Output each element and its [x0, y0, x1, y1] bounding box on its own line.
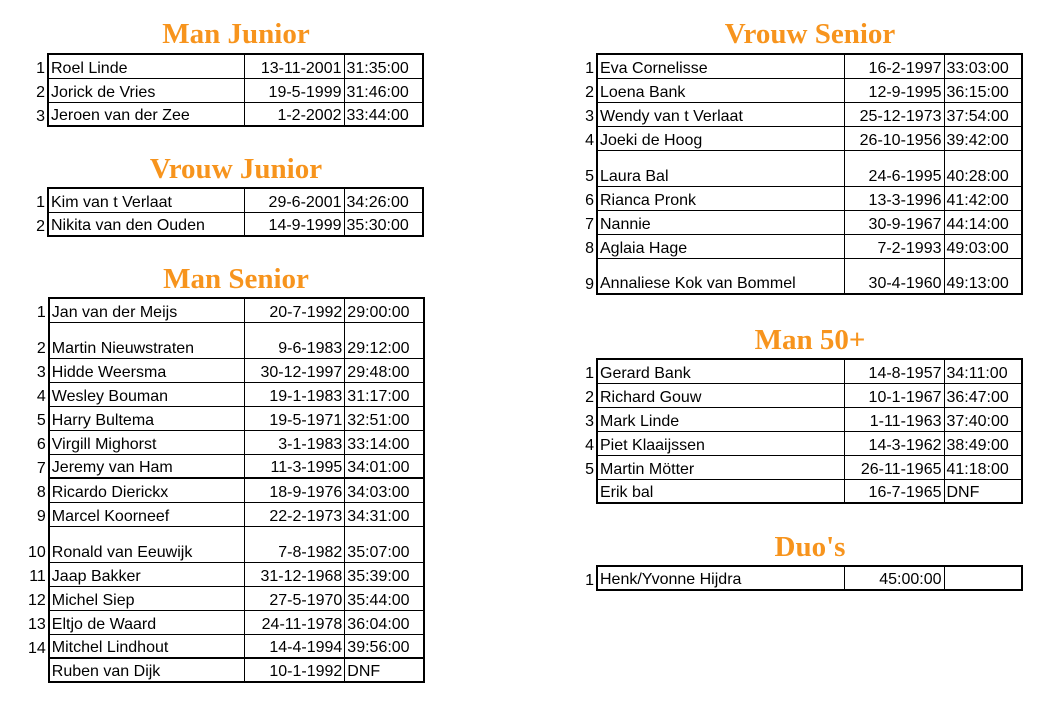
- time-cell: 41:42:00: [944, 186, 1022, 210]
- table-row: [26, 188, 423, 212]
- table-row: [575, 258, 1022, 294]
- table-man-50: [575, 358, 1023, 504]
- table-row: [575, 126, 1022, 150]
- rank-cell: 6: [585, 192, 594, 209]
- rank-cell: 13: [28, 616, 46, 633]
- date-cell: 3-1-1983: [245, 430, 345, 454]
- table-row: [575, 383, 1022, 407]
- name-cell: Joeki de Hoog: [597, 126, 844, 150]
- rank-cell: 1: [36, 60, 45, 77]
- rank-cell: 3: [36, 108, 45, 125]
- time-cell: 35:30:00: [344, 212, 423, 236]
- time-cell: 44:14:00: [944, 210, 1022, 234]
- date-cell: 10-1-1967: [844, 383, 944, 407]
- time-cell: 34:26:00: [344, 188, 423, 212]
- table-row: [26, 322, 424, 358]
- date-cell: 26-10-1956: [844, 126, 944, 150]
- rank-cell: 8: [36, 484, 46, 501]
- table-row: [575, 479, 1022, 503]
- date-cell: 20-7-1992: [245, 298, 345, 322]
- rank-cell: 4: [585, 437, 594, 454]
- rank-cell: 5: [585, 168, 594, 185]
- time-cell: 31:46:00: [344, 78, 423, 102]
- time-cell: 37:40:00: [944, 407, 1022, 431]
- time-cell: 29:12:00: [345, 322, 424, 358]
- name-cell: Kim van t Verlaat: [48, 188, 244, 212]
- table-row: [26, 102, 423, 126]
- table-row: [26, 454, 424, 478]
- time-cell: 31:35:00: [344, 54, 423, 78]
- name-cell: Gerard Bank: [597, 359, 844, 383]
- table-row: [26, 406, 424, 430]
- table-man-junior: [26, 53, 424, 127]
- rank-cell: [26, 658, 49, 682]
- name-cell: Wesley Bouman: [49, 382, 245, 406]
- name-cell: Jan van der Meijs: [49, 298, 245, 322]
- table-row: [26, 634, 424, 658]
- date-cell: 19-5-1999: [244, 78, 344, 102]
- date-cell: 30-12-1997: [245, 358, 345, 382]
- date-cell: 19-1-1983: [245, 382, 345, 406]
- time-cell: 33:03:00: [944, 54, 1022, 78]
- name-cell: Nikita van den Ouden: [48, 212, 244, 236]
- table-row: [575, 431, 1022, 455]
- name-cell: Marcel Koorneef: [49, 502, 245, 526]
- name-cell: Harry Bultema: [49, 406, 245, 430]
- rank-cell: 12: [28, 592, 46, 609]
- section-title-vrouw-junior: Vrouw Junior: [149, 153, 323, 185]
- rank-cell: 4: [585, 132, 594, 149]
- time-cell: 40:28:00: [944, 150, 1022, 186]
- date-cell: 18-9-1976: [245, 478, 345, 502]
- table-row: [575, 359, 1022, 383]
- date-cell: 16-7-1965: [844, 479, 944, 503]
- rank-cell: 2: [36, 84, 45, 101]
- section-title-man-50: Man 50+: [754, 324, 866, 356]
- date-cell: 31-12-1968: [245, 562, 345, 586]
- date-cell: 13-3-1996: [844, 186, 944, 210]
- time-cell: DNF: [944, 479, 1022, 503]
- time-cell: 36:15:00: [944, 78, 1022, 102]
- date-cell: 7-8-1982: [245, 526, 345, 562]
- time-cell: 34:11:00: [944, 359, 1022, 383]
- time-cell: 36:04:00: [345, 610, 424, 634]
- section-title-man-junior: Man Junior: [162, 18, 310, 50]
- date-cell: 45:00:00: [844, 566, 944, 590]
- date-cell: 30-9-1967: [844, 210, 944, 234]
- date-cell: 22-2-1973: [245, 502, 345, 526]
- rank-cell: [575, 479, 597, 503]
- time-cell: 41:18:00: [944, 455, 1022, 479]
- time-cell: 34:03:00: [345, 478, 424, 502]
- date-cell: 16-2-1997: [844, 54, 944, 78]
- time-cell: DNF: [345, 658, 424, 682]
- name-cell: Martin Nieuwstraten: [49, 322, 245, 358]
- table-row: [575, 78, 1022, 102]
- name-cell: Erik bal: [597, 479, 844, 503]
- date-cell: 14-3-1962: [844, 431, 944, 455]
- section-title-vrouw-senior: Vrouw Senior: [724, 18, 896, 50]
- time-cell: 35:39:00: [345, 562, 424, 586]
- time-cell: 29:48:00: [345, 358, 424, 382]
- time-cell: 49:03:00: [944, 234, 1022, 258]
- name-cell: Loena Bank: [597, 78, 844, 102]
- time-cell: 38:49:00: [944, 431, 1022, 455]
- table-duos: [575, 565, 1023, 591]
- date-cell: 11-3-1995: [245, 454, 345, 478]
- table-row: [575, 102, 1022, 126]
- rank-cell: 2: [585, 389, 594, 406]
- rank-cell: 5: [36, 412, 46, 429]
- date-cell: 12-9-1995: [844, 78, 944, 102]
- name-cell: Jorick de Vries: [48, 78, 244, 102]
- name-cell: Jeremy van Ham: [49, 454, 245, 478]
- time-cell: 33:14:00: [345, 430, 424, 454]
- name-cell: Michel Siep: [49, 586, 245, 610]
- rank-cell: 5: [585, 461, 594, 478]
- time-cell: 36:47:00: [944, 383, 1022, 407]
- time-cell: 35:07:00: [345, 526, 424, 562]
- name-cell: Roel Linde: [48, 54, 244, 78]
- date-cell: 24-6-1995: [844, 150, 944, 186]
- name-cell: Eva Cornelisse: [597, 54, 844, 78]
- name-cell: Ricardo Dierickx: [49, 478, 245, 502]
- rank-cell: 1: [36, 194, 45, 211]
- name-cell: Ruben van Dijk: [49, 658, 245, 682]
- rank-cell: 3: [36, 364, 46, 381]
- date-cell: 19-5-1971: [245, 406, 345, 430]
- date-cell: 1-2-2002: [244, 102, 344, 126]
- table-row: [26, 502, 424, 526]
- section-title-man-senior: Man Senior: [163, 263, 309, 295]
- name-cell: Jeroen van der Zee: [48, 102, 244, 126]
- name-cell: Mark Linde: [597, 407, 844, 431]
- rank-cell: 7: [585, 216, 594, 233]
- time-cell: 33:44:00: [344, 102, 423, 126]
- date-cell: 26-11-1965: [844, 455, 944, 479]
- time-cell: 29:00:00: [345, 298, 424, 322]
- table-row: [26, 298, 424, 322]
- table-row: [26, 382, 424, 406]
- date-cell: 30-4-1960: [844, 258, 944, 294]
- rank-cell: 9: [36, 508, 46, 525]
- name-cell: Virgill Mighorst: [49, 430, 245, 454]
- date-cell: 24-11-1978: [245, 610, 345, 634]
- rank-cell: 1: [36, 304, 46, 321]
- rank-cell: 14: [28, 640, 46, 657]
- date-cell: 7-2-1993: [844, 234, 944, 258]
- date-cell: 14-8-1957: [844, 359, 944, 383]
- name-cell: Martin Mötter: [597, 455, 844, 479]
- table-row: [575, 150, 1022, 186]
- name-cell: Annaliese Kok van Bommel: [597, 258, 844, 294]
- table-row: [26, 658, 424, 682]
- date-cell: 9-6-1983: [245, 322, 345, 358]
- name-cell: Hidde Weersma: [49, 358, 245, 382]
- date-cell: 10-1-1992: [245, 658, 345, 682]
- table-row: [575, 54, 1022, 78]
- rank-cell: 3: [585, 413, 594, 430]
- time-cell: 37:54:00: [944, 102, 1022, 126]
- rank-cell: 2: [36, 218, 45, 235]
- name-cell: Piet Klaaijssen: [597, 431, 844, 455]
- date-cell: 25-12-1973: [844, 102, 944, 126]
- rank-cell: 6: [36, 436, 46, 453]
- name-cell: Nannie: [597, 210, 844, 234]
- name-cell: Ronald van Eeuwijk: [49, 526, 245, 562]
- date-cell: 27-5-1970: [245, 586, 345, 610]
- table-row: [26, 212, 423, 236]
- table-vrouw-junior: [26, 187, 424, 237]
- name-cell: Richard Gouw: [597, 383, 844, 407]
- table-row: [575, 210, 1022, 234]
- rank-cell: 10: [28, 544, 46, 561]
- date-cell: 1-11-1963: [844, 407, 944, 431]
- rank-cell: 4: [36, 388, 46, 405]
- table-row: [575, 186, 1022, 210]
- rank-cell: 1: [585, 60, 594, 77]
- rank-cell: 1: [585, 365, 594, 382]
- name-cell: Eltjo de Waard: [49, 610, 245, 634]
- table-row: [26, 78, 423, 102]
- date-cell: 29-6-2001: [244, 188, 344, 212]
- table-row: [26, 358, 424, 382]
- table-row: [26, 610, 424, 634]
- rank-cell: 11: [29, 568, 46, 585]
- table-row: [575, 234, 1022, 258]
- time-cell: 32:51:00: [345, 406, 424, 430]
- name-cell: Mitchel Lindhout: [49, 634, 245, 658]
- rank-cell: 1: [585, 572, 594, 589]
- table-row: [575, 407, 1022, 431]
- time-cell: 31:17:00: [345, 382, 424, 406]
- table-vrouw-senior: [575, 53, 1023, 295]
- rank-cell: 9: [585, 276, 594, 293]
- table-row: [26, 586, 424, 610]
- time-cell: 34:01:00: [345, 454, 424, 478]
- table-row: [26, 54, 423, 78]
- name-cell: Jaap Bakker: [49, 562, 245, 586]
- date-cell: 13-11-2001: [244, 54, 344, 78]
- rank-cell: 2: [36, 340, 46, 357]
- time-cell: 39:56:00: [345, 634, 424, 658]
- time-cell: 49:13:00: [944, 258, 1022, 294]
- time-cell: 35:44:00: [345, 586, 424, 610]
- table-row: [26, 478, 424, 502]
- time-cell: 39:42:00: [944, 126, 1022, 150]
- rank-cell: 8: [585, 240, 594, 257]
- rank-cell: 3: [585, 108, 594, 125]
- name-cell: Henk/Yvonne Hijdra: [597, 566, 844, 590]
- name-cell: Wendy van t Verlaat: [597, 102, 844, 126]
- date-cell: 14-4-1994: [245, 634, 345, 658]
- section-title-duos: Duo's: [774, 531, 846, 563]
- name-cell: Rianca Pronk: [597, 186, 844, 210]
- table-row: [26, 562, 424, 586]
- time-cell: [944, 566, 1022, 590]
- table-row: [26, 526, 424, 562]
- name-cell: Aglaia Hage: [597, 234, 844, 258]
- table-row: [575, 566, 1022, 590]
- date-cell: 14-9-1999: [244, 212, 344, 236]
- rank-cell: 2: [585, 84, 594, 101]
- table-row: [575, 455, 1022, 479]
- rank-cell: 7: [36, 460, 46, 477]
- time-cell: 34:31:00: [345, 502, 424, 526]
- table-row: [26, 430, 424, 454]
- table-man-senior: [26, 297, 425, 683]
- name-cell: Laura Bal: [597, 150, 844, 186]
